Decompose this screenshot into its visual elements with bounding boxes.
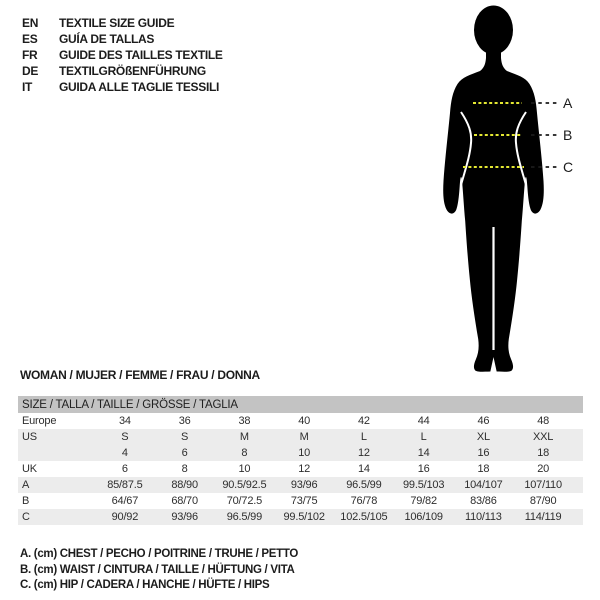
language-label: GUIDA ALLE TAGLIE TESSILI (59, 80, 220, 94)
table-cell: 99.5/103 (403, 479, 445, 491)
language-code: DE (22, 64, 39, 78)
row-label: US (22, 431, 37, 443)
table-cell: 6 (121, 463, 128, 475)
language-code: ES (22, 32, 38, 46)
table-cell: 20 (537, 463, 550, 475)
row-label: C (22, 511, 30, 523)
table-cell: 10 (298, 447, 311, 459)
table-cell: 4 (121, 447, 128, 459)
table-cell: 79/82 (410, 495, 437, 507)
table-cell: 16 (417, 463, 430, 475)
language-code: IT (22, 80, 33, 94)
table-row (18, 493, 583, 509)
table-cell: 12 (298, 463, 311, 475)
table-cell: 114/119 (524, 511, 562, 523)
woman-silhouette-figure (400, 0, 600, 380)
table-cell: 44 (417, 415, 430, 427)
marker-label-c: C (563, 159, 574, 175)
table-cell: 8 (181, 463, 188, 475)
table-cell: 70/72.5 (226, 495, 263, 507)
table-row (18, 477, 583, 493)
table-cell: 110/113 (465, 511, 502, 523)
table-row (18, 429, 583, 445)
table-cell: 18 (537, 447, 550, 459)
table-cell: 93/96 (290, 479, 318, 491)
marker-label-b: B (563, 127, 573, 143)
language-item (22, 63, 223, 79)
language-item (22, 15, 223, 31)
table-cell: 6 (181, 447, 188, 459)
table-row (18, 413, 583, 429)
language-label: TEXTILE SIZE GUIDE (59, 16, 175, 30)
size-table (18, 396, 583, 525)
table-cell: M (239, 431, 249, 443)
table-cell: 38 (238, 415, 251, 427)
table-cell: 102.5/105 (340, 511, 388, 523)
table-cell: 87/90 (529, 495, 557, 507)
table-cell: 85/87.5 (107, 479, 143, 491)
language-list (22, 15, 223, 95)
table-cell: 46 (477, 415, 490, 427)
language-code: FR (22, 48, 38, 62)
marker-label-a: A (563, 95, 573, 111)
table-cell: 76/78 (350, 495, 378, 507)
table-cell: XXL (533, 431, 554, 443)
table-cell: 96.5/99 (346, 479, 382, 491)
row-label: Europe (22, 415, 57, 427)
size-table-body (18, 413, 583, 525)
table-cell: 8 (241, 447, 248, 459)
table-cell: M (299, 431, 309, 443)
table-cell: 34 (118, 415, 131, 427)
language-label: TEXTILGRÖßENFÜHRUNG (59, 64, 206, 78)
table-cell: XL (476, 431, 490, 443)
table-cell: L (360, 431, 367, 443)
table-cell: 73/75 (290, 495, 318, 507)
table-cell: 107/110 (524, 479, 562, 491)
language-code: EN (22, 16, 39, 30)
table-cell: S (121, 431, 129, 443)
table-cell: 16 (477, 447, 490, 459)
table-cell: 68/70 (171, 495, 198, 507)
table-cell: 48 (537, 415, 550, 427)
language-item (22, 31, 223, 47)
legend-item: A. (cm) CHEST / PECHO / POITRINE / TRUHE / PETTO (20, 548, 299, 560)
section-heading: WOMAN / MUJER / FEMME / FRAU / DONNA (20, 368, 260, 382)
legend (20, 547, 298, 594)
table-cell: L (420, 431, 427, 443)
table-cell: 42 (357, 415, 370, 427)
table-cell: 83/86 (470, 495, 497, 507)
table-cell: 90/92 (111, 511, 139, 523)
row-label: UK (22, 463, 37, 475)
table-row (18, 445, 583, 461)
table-cell: 36 (178, 415, 191, 427)
row-label: A (22, 479, 30, 491)
language-label: GUÍA DE TALLAS (59, 32, 155, 46)
table-cell: 14 (357, 463, 370, 475)
table-cell: 106/109 (404, 511, 443, 523)
table-cell: 99.5/102 (283, 511, 325, 523)
table-cell: 96.5/99 (226, 511, 263, 523)
table-cell: 12 (357, 447, 370, 459)
table-row (18, 509, 583, 525)
table-cell: 14 (417, 447, 430, 459)
table-cell: 18 (477, 463, 490, 475)
table-cell: 40 (298, 415, 311, 427)
table-cell: S (181, 431, 189, 443)
legend-item: B. (cm) WAIST / CINTURA / TAILLE / HÜFTUNG / VITA (20, 563, 295, 576)
table-row (18, 461, 583, 477)
table-cell: 64/67 (111, 495, 139, 507)
table-cell: 93/96 (171, 511, 198, 523)
table-cell: 10 (238, 463, 251, 475)
language-label: GUIDE DES TAILLES TEXTILE (59, 48, 223, 62)
table-cell: 90.5/92.5 (222, 479, 267, 491)
size-table-header: SIZE / TALLA / TAILLE / GRÖSSE / TAGLIA (18, 396, 583, 413)
language-item (22, 47, 223, 63)
table-cell: 104/107 (464, 479, 503, 491)
legend-item: C. (cm) HIP / CADERA / HANCHE / HÜFTE / HIPS (20, 579, 270, 591)
woman-silhouette (443, 6, 544, 372)
row-label: B (22, 495, 30, 507)
table-cell: 88/90 (171, 479, 198, 491)
language-item (22, 79, 223, 95)
